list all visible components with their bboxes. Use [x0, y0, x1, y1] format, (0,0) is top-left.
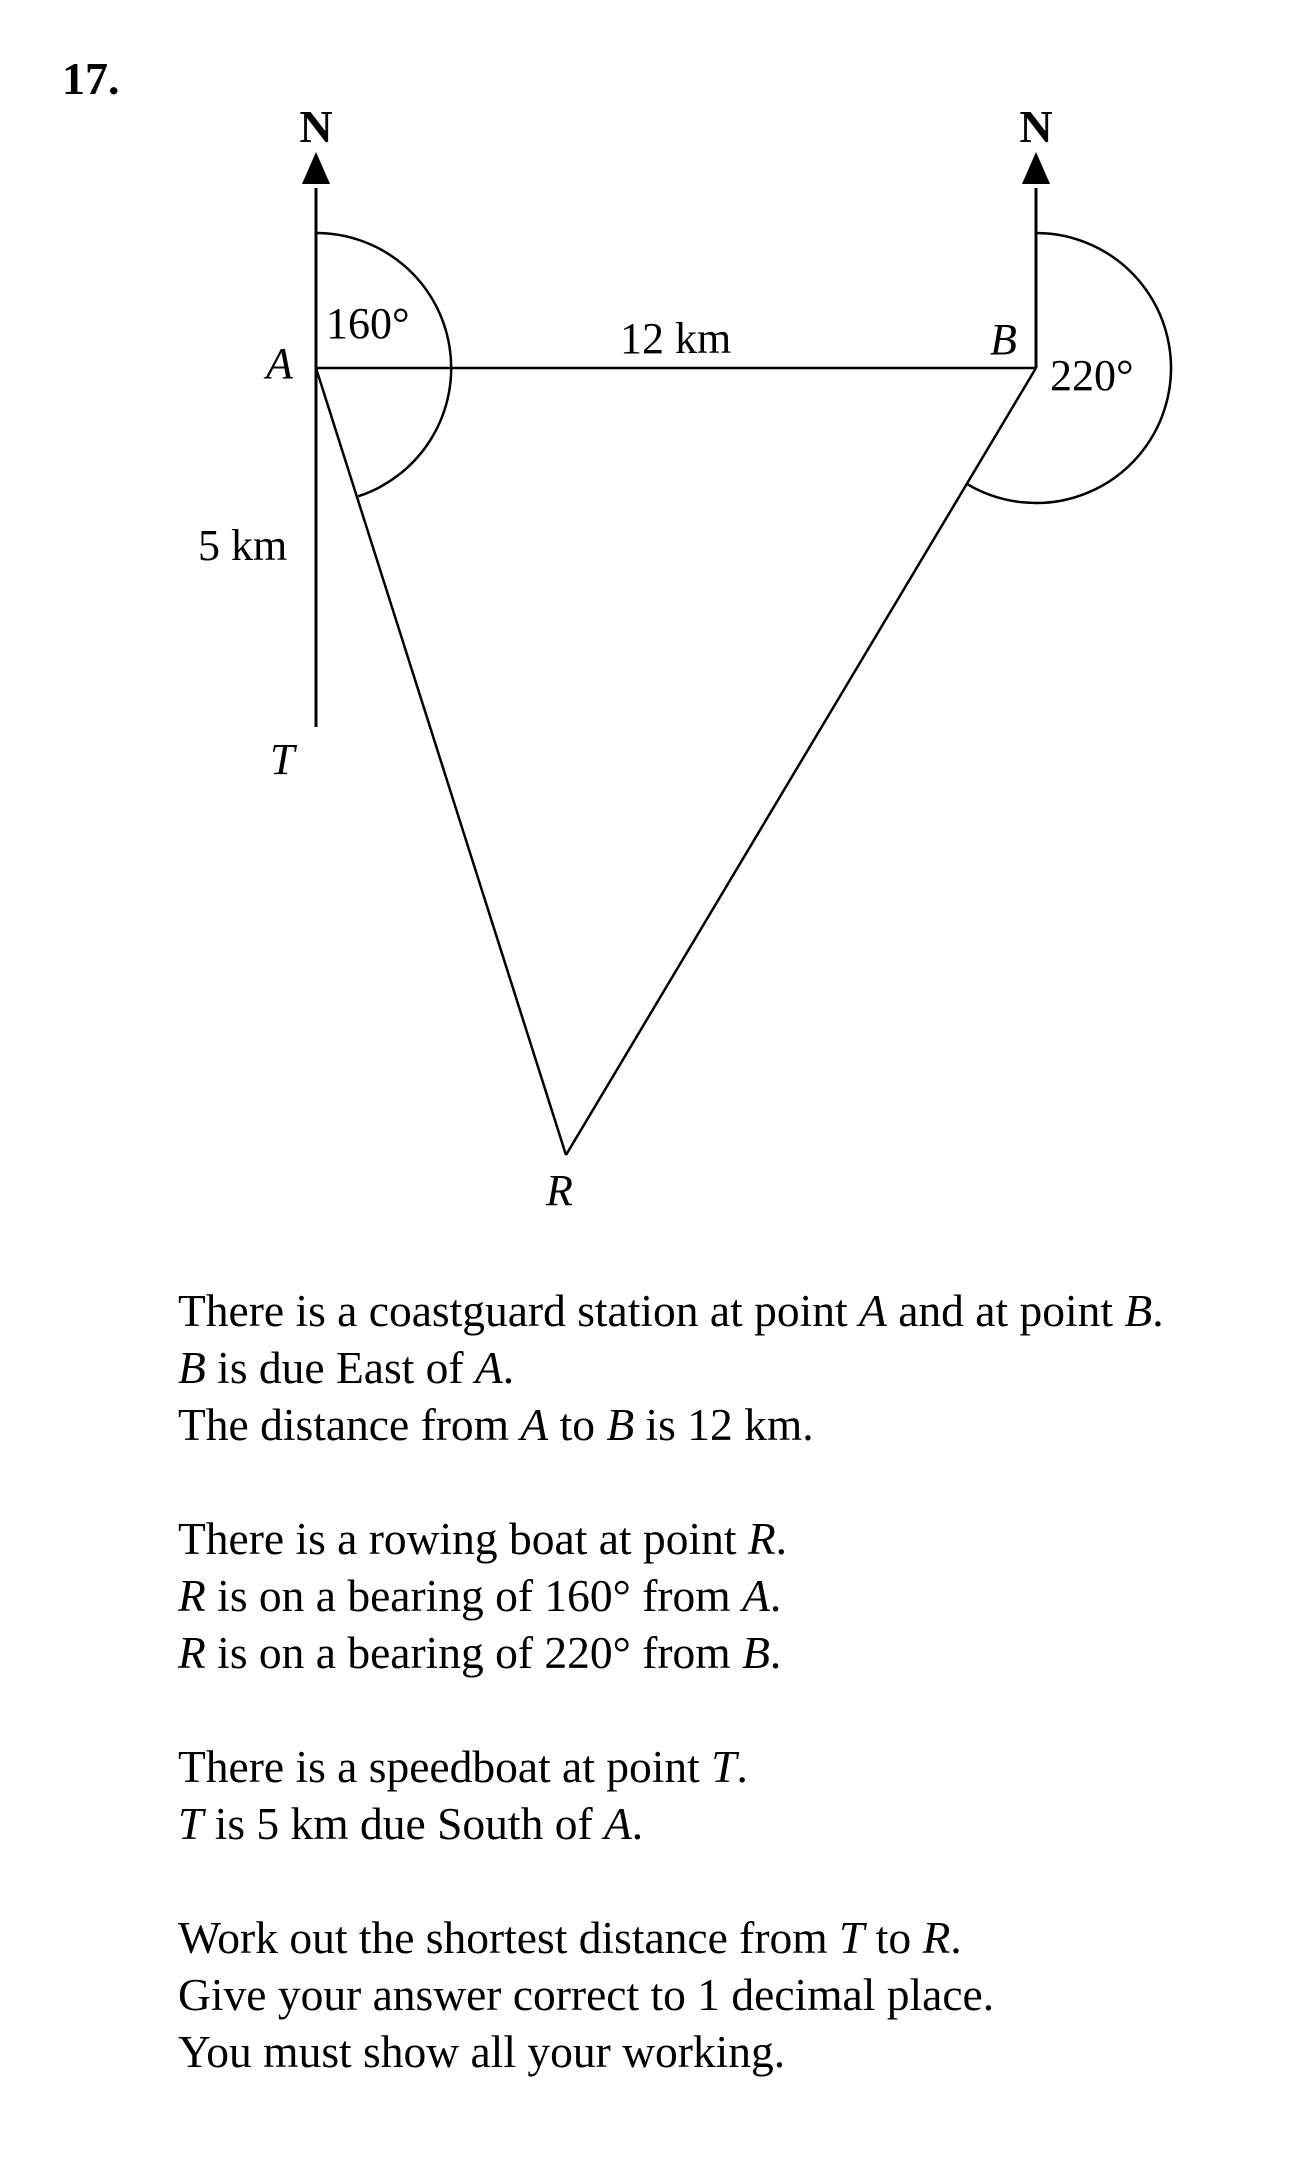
line-a-r: [316, 368, 566, 1155]
text-line: R is on a bearing of 160° from A.: [178, 1570, 782, 1621]
variable-name: R: [178, 1570, 206, 1621]
question-text: [178, 1282, 1288, 2137]
variable-name: T: [178, 1798, 204, 1849]
text-line: T is 5 km due South of A.: [178, 1798, 644, 1849]
variable-name: A: [520, 1399, 549, 1450]
variable-name: R: [922, 1912, 951, 1963]
variable-name: A: [859, 1285, 887, 1336]
point-label-t: T: [270, 735, 295, 784]
variable-name: R: [178, 1627, 206, 1678]
north-label-a: N: [299, 101, 333, 152]
angle-label-a: 160°: [326, 299, 410, 348]
point-label-a: A: [266, 339, 293, 388]
paragraph-stations: [178, 1282, 1288, 1453]
point-label-r: R: [546, 1166, 573, 1215]
angle-arc-a: [316, 233, 451, 496]
text-line: R is on a bearing of 220° from B.: [178, 1627, 782, 1678]
distance-label-ab: 12 km: [620, 314, 732, 363]
north-arrow-a: [302, 152, 330, 184]
variable-name: R: [747, 1513, 776, 1564]
variable-name: B: [178, 1342, 206, 1393]
angle-label-b: 220°: [1050, 351, 1134, 400]
distance-label-at: 5 km: [198, 521, 288, 570]
text-line: There is a rowing boat at point R.: [178, 1513, 788, 1564]
text-line: The distance from A to B is 12 km.: [178, 1399, 814, 1450]
line-b-r: [566, 368, 1036, 1155]
point-label-b: B: [990, 315, 1017, 364]
variable-name: A: [742, 1570, 770, 1621]
text-line: There is a coastguard station at point A and at point B.: [178, 1285, 1164, 1336]
text-line: You must show all your working.: [178, 2026, 786, 2077]
variable-name: B: [742, 1627, 770, 1678]
paragraph-rowing-boat: [178, 1510, 1288, 1681]
question-number: 17.: [62, 53, 120, 104]
paragraph-task: [178, 1909, 1288, 2080]
text-line: Work out the shortest distance from T to R.: [178, 1912, 962, 1963]
variable-name: A: [474, 1342, 503, 1393]
text-line: B is due East of A.: [178, 1342, 515, 1393]
text-line: Give your answer correct to 1 decimal place.: [178, 1969, 995, 2020]
variable-name: T: [839, 1912, 865, 1963]
paragraph-speedboat: [178, 1738, 1288, 1852]
variable-name: T: [711, 1741, 737, 1792]
text-line: There is a speedboat at point T.: [178, 1741, 748, 1792]
north-arrow-b: [1022, 152, 1050, 184]
north-label-b: N: [1019, 101, 1053, 152]
variable-name: A: [603, 1798, 632, 1849]
variable-name: B: [606, 1399, 635, 1450]
variable-name: B: [1124, 1285, 1153, 1336]
